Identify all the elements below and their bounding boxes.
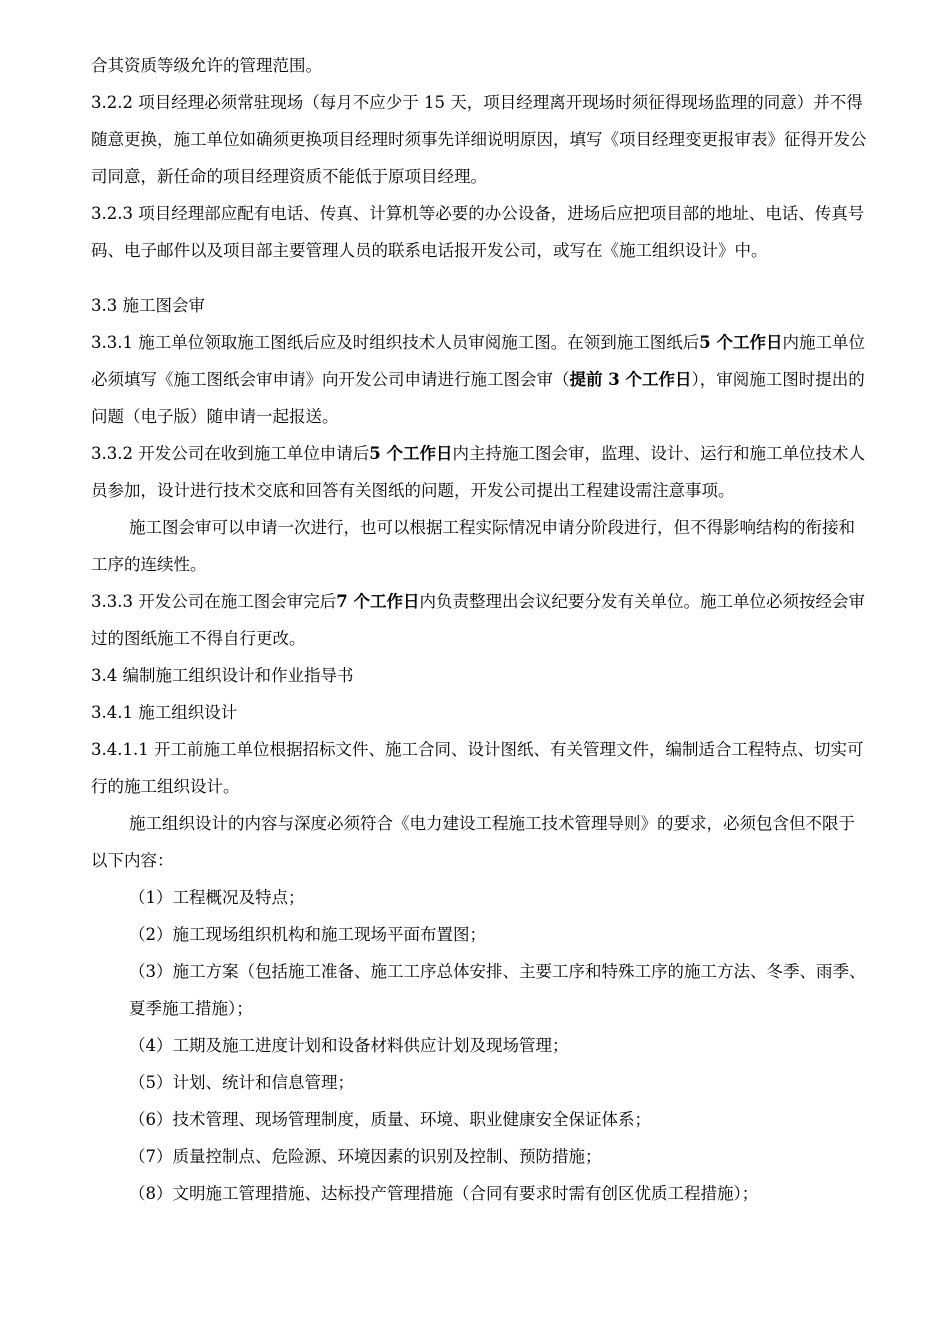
list-item: （4）工期及施工进度计划和设备材料供应计划及现场管理； [129, 1036, 569, 1055]
heading-3-4-1: 3.4.1 施工组织设计 [91, 703, 238, 722]
paragraph-3-3-3 [91, 583, 871, 657]
text-run: 3.3.2 开发公司在收到施工单位申请后 [91, 444, 370, 463]
paragraph-3-3-2 [91, 435, 871, 509]
paragraph-3-2-2: 3.2.2 项目经理必须常驻现场（每月不应少于 15 天，项目经理离开现场时须征得现场监理的同意）并不得随意更换，施工单位如确须更换项目经理时须事先详细说明原因，填写《项目经理变更报审表》征得开发公司同意，新任命的项目经理资质不能低于原项目经理。 [91, 93, 867, 186]
list-item: （1）工程概况及特点； [129, 888, 305, 907]
heading-3-3: 3.3 施工图会审 [91, 296, 205, 315]
heading-3-4: 3.4 编制施工组织设计和作业指导书 [91, 666, 354, 685]
list-item: （5）计划、统计和信息管理； [129, 1073, 354, 1092]
document-page [91, 47, 871, 1212]
text-run: 内负责整理出会议纪要分发有关单位。施工单位必须按经会审过的图纸施工不得自行更改。 [91, 592, 865, 648]
bold-run: 5 个工作日 [699, 333, 783, 352]
bold-run: 5 个工作日 [369, 444, 453, 463]
paragraph-3-4-1-1: 3.4.1.1 开工前施工单位根据招标文件、施工合同、设计图纸、有关管理文件，编制适合工程特点、切实可行的施工组织设计。 [91, 740, 864, 796]
paragraph-continuation: 合其资质等级允许的管理范围。 [91, 56, 322, 75]
list-item: （8）文明施工管理措施、达标投产管理措施（合同有要求时需有创区优质工程措施）； [129, 1184, 759, 1203]
bold-run: 提前 3 个工作日 [569, 370, 692, 389]
list-item: （3）施工方案（包括施工准备、施工工序总体安排、主要工序和特殊工序的施工方法、冬季、雨季、夏季施工措施）； [129, 962, 866, 1018]
paragraph-3-3-2-note: 施工图会审可以申请一次进行，也可以根据工程实际情况申请分阶段进行，但不得影响结构的衔接和工序的连续性。 [91, 518, 855, 574]
text-run: ），审阅施工图时提出的问题（电子版）随申请一起报送。 [91, 370, 865, 426]
list-item: （6）技术管理、现场管理制度，质量、环境、职业健康安全保证体系； [129, 1110, 651, 1129]
list-item: （7）质量控制点、危险源、环境因素的识别及控制、预防措施； [129, 1147, 602, 1166]
paragraph-3-3-1 [91, 324, 871, 435]
text-run: 3.3.1 施工单位领取施工图纸后应及时组织技术人员审阅施工图。在领到施工图纸后 [91, 333, 700, 352]
list-item: （2）施工现场组织机构和施工现场平面布置图； [129, 925, 486, 944]
bold-run: 7 个工作日 [336, 592, 420, 611]
text-run: 内主持施工图会审，监理、设计、运行和施工单位技术人员参加，设计进行技术交底和回答有关图纸的问题，开发公司提出工程建设需注意事项。 [91, 444, 865, 500]
content-list [91, 879, 871, 1212]
text-run: 3.3.3 开发公司在施工图会审完后 [91, 592, 337, 611]
paragraph-3-4-1-1-note: 施工组织设计的内容与深度必须符合《电力建设工程施工技术管理导则》的要求，必须包含但不限于以下内容： [91, 814, 855, 870]
text-run: 内施工单位必须填写《施工图纸会审申请》向开发公司申请进行施工图会审（ [91, 333, 865, 389]
paragraph-3-2-3: 3.2.3 项目经理部应配有电话、传真、计算机等必要的办公设备，进场后应把项目部的地址、电话、传真号码、电子邮件以及项目部主要管理人员的联系电话报开发公司，或写在《施工组织设计》中。 [91, 204, 865, 260]
